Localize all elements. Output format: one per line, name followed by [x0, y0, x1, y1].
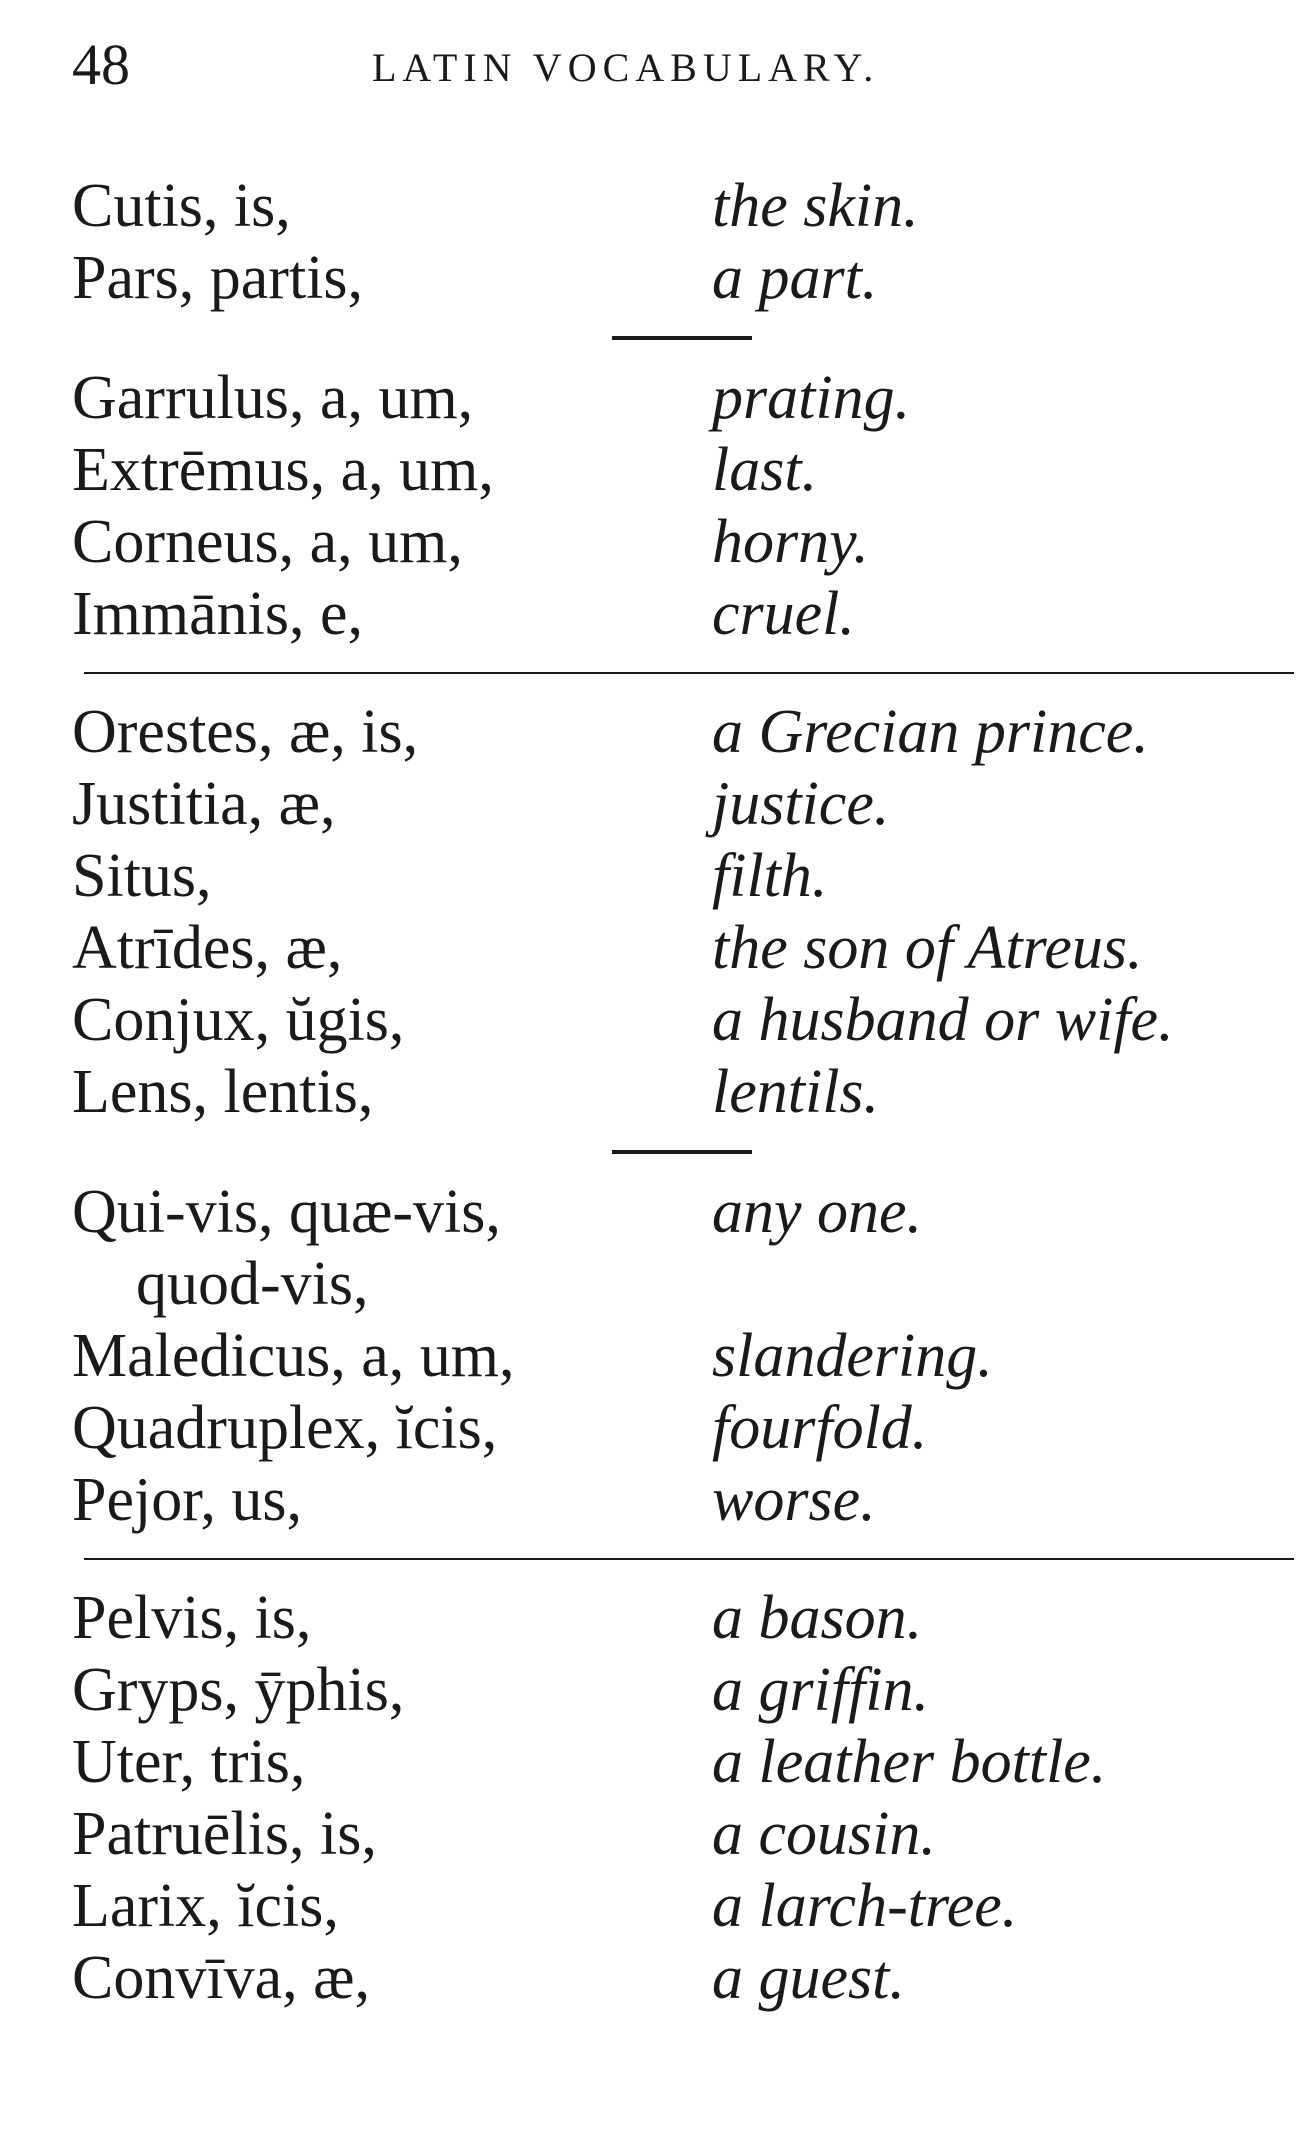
vocabulary-list — [72, 170, 1272, 2014]
long-divider — [84, 1558, 1294, 1560]
vocabulary-entry — [72, 984, 1272, 1056]
latin-term: Convīva, æ, — [72, 1944, 370, 2012]
vocabulary-entry — [72, 840, 1272, 912]
vocabulary-entry — [72, 768, 1272, 840]
latin-term: Pars, partis, — [72, 244, 364, 312]
long-divider — [84, 672, 1294, 674]
latin-term: Situs, — [72, 842, 212, 910]
english-meaning: worse. — [712, 1466, 876, 1534]
latin-term: Larix, ĭcis, — [72, 1872, 339, 1940]
vocabulary-entry — [72, 1870, 1272, 1942]
vocabulary-group — [72, 696, 1272, 1128]
english-meaning: any one. — [712, 1178, 923, 1246]
latin-term: Quadruplex, ĭcis, — [72, 1394, 498, 1462]
vocabulary-entry — [72, 1176, 1272, 1320]
vocabulary-entry — [72, 696, 1272, 768]
vocabulary-entry — [72, 506, 1272, 578]
vocabulary-entry — [72, 1320, 1272, 1392]
vocabulary-entry — [72, 362, 1272, 434]
short-divider — [612, 336, 752, 340]
english-meaning: a husband or wife. — [712, 986, 1174, 1054]
latin-term: Uter, tris, — [72, 1728, 306, 1796]
vocabulary-entry — [72, 578, 1272, 650]
latin-term: Garrulus, a, um, — [72, 364, 474, 432]
english-meaning: a part. — [712, 244, 878, 312]
english-meaning: the skin. — [712, 172, 919, 240]
latin-term: Gryps, ȳphis, — [72, 1656, 405, 1724]
english-meaning: last. — [712, 436, 818, 504]
english-meaning: a leather bottle. — [712, 1728, 1107, 1796]
vocabulary-entry — [72, 1654, 1272, 1726]
english-meaning: a Grecian prince. — [712, 698, 1149, 766]
vocabulary-group — [72, 1582, 1272, 2014]
english-meaning: justice. — [712, 770, 890, 838]
english-meaning: filth. — [712, 842, 828, 910]
latin-term: Cutis, is, — [72, 172, 291, 240]
vocabulary-entry — [72, 1798, 1272, 1870]
vocabulary-entry — [72, 1726, 1272, 1798]
english-meaning: lentils. — [712, 1058, 880, 1126]
vocabulary-group — [72, 362, 1272, 650]
latin-term-continuation: quod-vis, — [136, 1250, 369, 1318]
english-meaning: slandering. — [712, 1322, 993, 1390]
latin-term: Atrīdes, æ, — [72, 914, 343, 982]
vocabulary-entry — [72, 1942, 1272, 2014]
vocabulary-entry — [72, 1464, 1272, 1536]
english-meaning: the son of Atreus. — [712, 914, 1143, 982]
short-divider — [612, 1150, 752, 1154]
vocabulary-entry — [72, 1582, 1272, 1654]
vocabulary-group — [72, 170, 1272, 314]
latin-term: Pelvis, is, — [72, 1584, 312, 1652]
english-meaning: cruel. — [712, 580, 855, 648]
english-meaning: a guest. — [712, 1944, 905, 2012]
english-meaning: a cousin. — [712, 1800, 936, 1868]
latin-term — [72, 1176, 692, 1320]
english-meaning: horny. — [712, 508, 869, 576]
vocabulary-entry — [72, 1056, 1272, 1128]
page-number: 48 — [72, 32, 130, 97]
running-head: LATIN VOCABULARY. — [372, 45, 880, 90]
latin-term: Conjux, ŭgis, — [72, 986, 405, 1054]
latin-term-line: Qui-vis, quæ-vis, — [72, 1178, 501, 1246]
latin-term: Maledicus, a, um, — [72, 1322, 515, 1390]
english-meaning: a bason. — [712, 1584, 923, 1652]
latin-term: Justitia, æ, — [72, 770, 336, 838]
vocabulary-entry — [72, 1392, 1272, 1464]
latin-term: Orestes, æ, is, — [72, 698, 419, 766]
vocabulary-entry — [72, 434, 1272, 506]
vocabulary-entry — [72, 912, 1272, 984]
latin-term: Immānis, e, — [72, 580, 363, 648]
english-meaning: a larch-tree. — [712, 1872, 1018, 1940]
page-header — [72, 30, 1252, 100]
latin-term: Corneus, a, um, — [72, 508, 463, 576]
english-meaning: prating. — [712, 364, 911, 432]
vocabulary-group — [72, 1176, 1272, 1536]
latin-term: Patruēlis, is, — [72, 1800, 377, 1868]
vocabulary-entry — [72, 170, 1272, 242]
english-meaning: a griffin. — [712, 1656, 930, 1724]
latin-term: Extrēmus, a, um, — [72, 436, 494, 504]
latin-term: Lens, lentis, — [72, 1058, 374, 1126]
english-meaning: fourfold. — [712, 1394, 928, 1462]
latin-term: Pejor, us, — [72, 1466, 303, 1534]
vocabulary-entry — [72, 242, 1272, 314]
